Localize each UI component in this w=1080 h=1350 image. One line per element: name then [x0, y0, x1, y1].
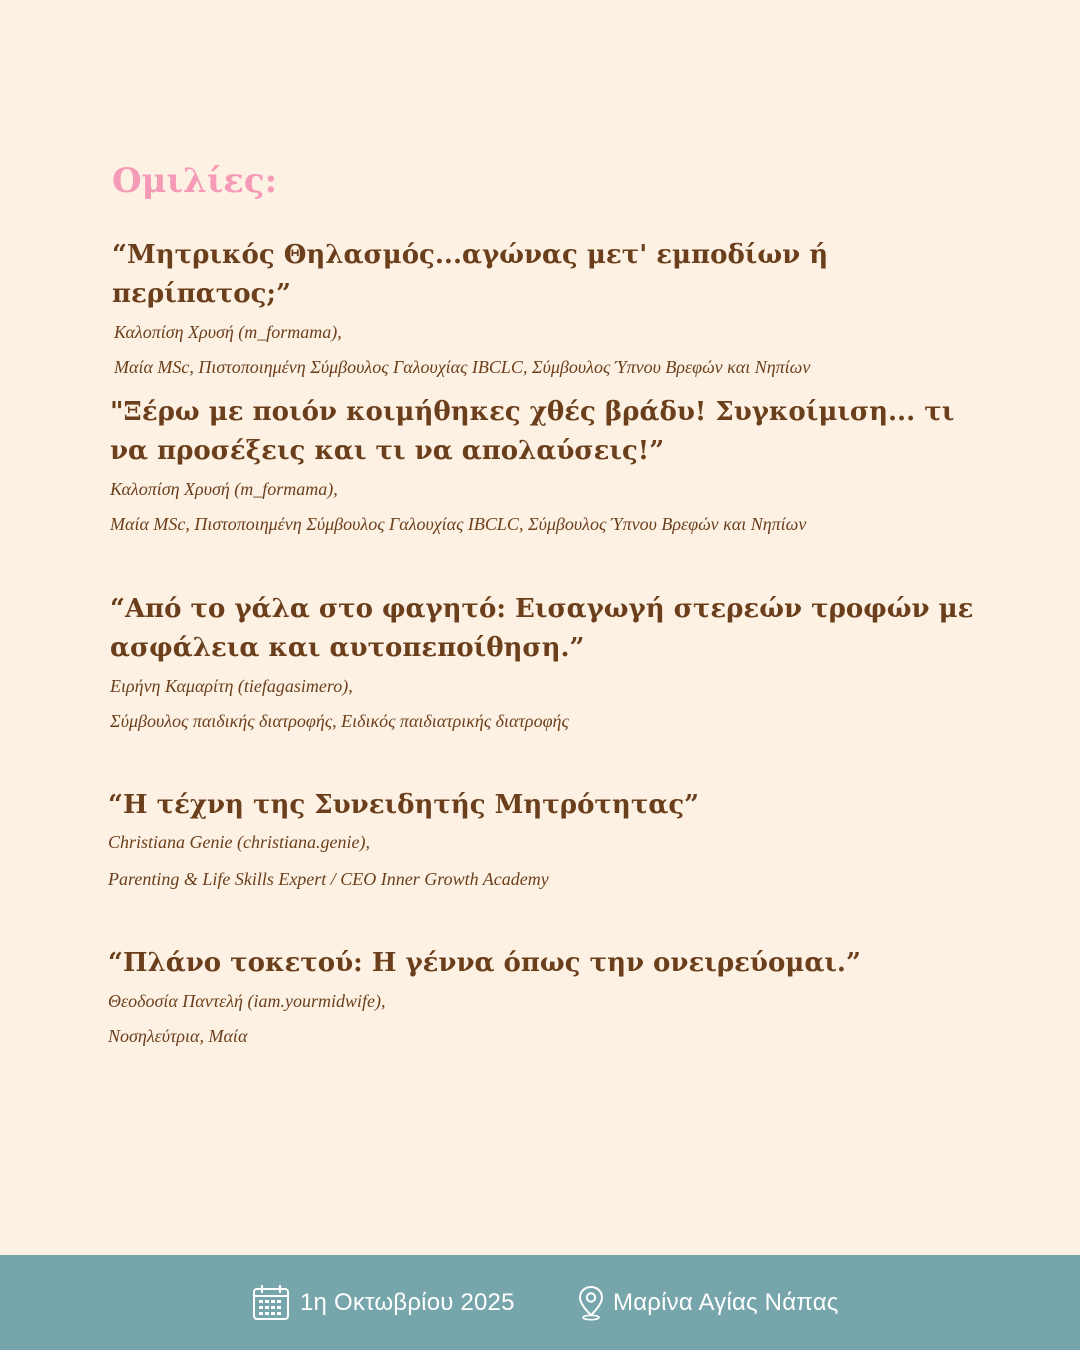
event-date: [252, 1255, 515, 1350]
talk-speaker-role: Νοσηλεύτρια, Μαία: [108, 1026, 248, 1046]
talk-speaker-role: Μαία MSc, Πιστοποιημένη Σύμβουλος Γαλουχίας IBCLC, Σύμβουλος Ύπνου Βρεφών και Νηπίων: [114, 357, 811, 377]
talk-speaker: Christiana Genie (christiana.genie),: [108, 832, 370, 852]
calendar-icon: [252, 1283, 290, 1323]
event-info-bar: [0, 1255, 1080, 1350]
section-heading: Ομιλίες:: [112, 161, 278, 201]
talk-speaker: Καλοπίση Χρυσή (m_formama),: [114, 322, 342, 342]
talk-item: [110, 590, 990, 739]
talk-item: [110, 393, 990, 542]
talk-speaker-role: Parenting & Life Skills Expert / CEO Inner Growth Academy: [108, 869, 549, 889]
map-pin-icon: [578, 1285, 604, 1321]
talk-speaker-role: Σύμβουλος παιδικής διατροφής, Ειδικός παιδιατρικής διατροφής: [110, 711, 569, 731]
talk-title: “Πλάνο τοκετού: Η γέννα όπως την ονειρεύομαι.”: [108, 948, 861, 978]
talk-speaker: Θεοδοσία Παντελή (iam.yourmidwife),: [108, 991, 386, 1011]
event-location-text: Μαρίνα Αγίας Νάπας: [613, 1288, 839, 1316]
talk-title: “Από το γάλα στο φαγητό: Εισαγωγή στερεών τροφών με ασφάλεια και αυτοπεποίθηση.”: [110, 594, 974, 663]
talk-item: [108, 944, 988, 1054]
talk-title: “Η τέχνη της Συνειδητής Μητρότητας”: [108, 790, 700, 820]
event-location: [578, 1255, 839, 1350]
talk-title: "Ξέρω με ποιόν κοιμήθηκες χθές βράδυ! Συγκοίμιση... τι να προσέξεις και τι να απολαύσεις!”: [110, 397, 955, 466]
talk-speaker: Ειρήνη Καμαρίτη (tiefagasimero),: [110, 676, 353, 696]
talk-item: [108, 786, 988, 897]
talk-speaker-role: Μαία MSc, Πιστοποιημένη Σύμβουλος Γαλουχίας IBCLC, Σύμβουλος Ύπνου Βρεφών και Νηπίων: [110, 514, 807, 534]
event-date-text: 1η Οκτωβρίου 2025: [300, 1288, 515, 1316]
talk-speaker: Καλοπίση Χρυσή (m_formama),: [110, 479, 338, 499]
talk-title: “Μητρικός Θηλασμός...αγώνας μετ' εμποδίων ή περίπατος;”: [112, 240, 829, 309]
talk-item: [112, 236, 992, 385]
